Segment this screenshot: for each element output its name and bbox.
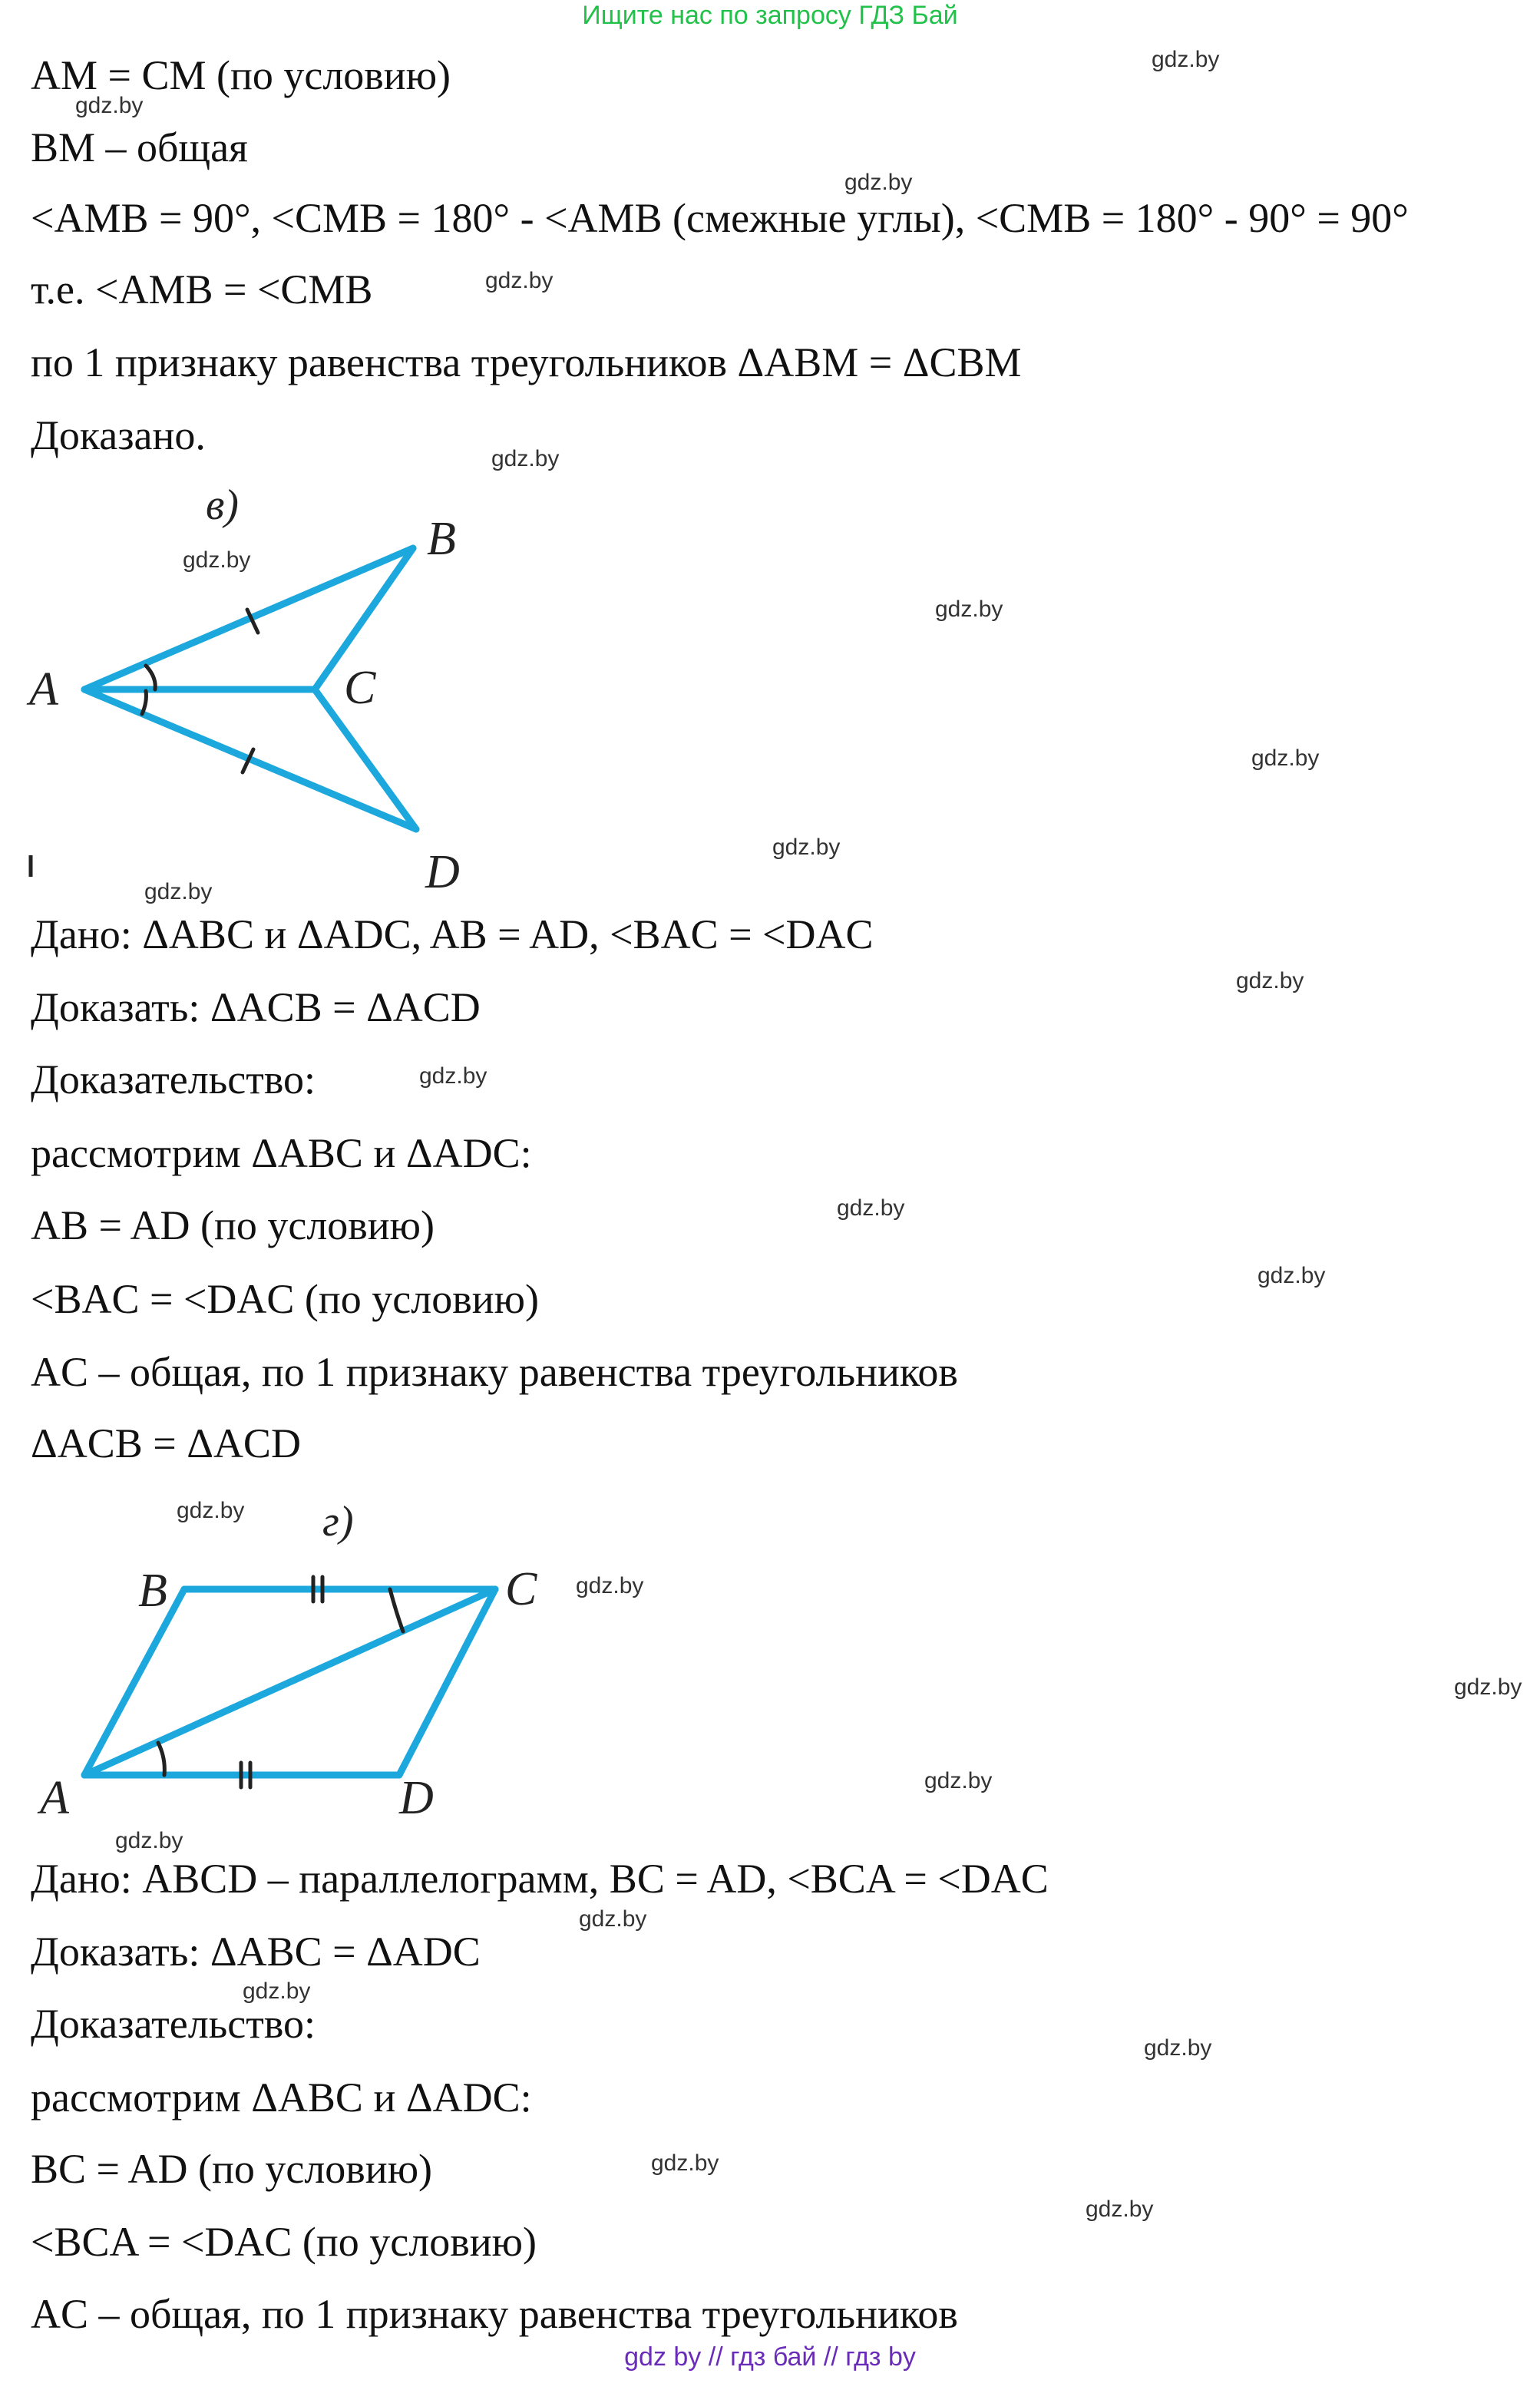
watermark-text: gdz.by xyxy=(1454,1674,1522,1700)
watermark-text: gdz.by xyxy=(579,1906,647,1932)
figure-g-segment-AB xyxy=(84,1589,184,1775)
proof-line: AB = AD (по условию) xyxy=(31,1202,435,1248)
watermark-text: gdz.by xyxy=(837,1195,905,1221)
figure-v-angle-arc-BAC xyxy=(146,666,155,689)
point-label-C: C xyxy=(344,662,376,714)
watermark-text: gdz.by xyxy=(844,170,913,195)
proof-line: рассмотрим ΔABC и ΔADC: xyxy=(31,2074,532,2121)
proof-line: Доказательство: xyxy=(31,2001,316,2047)
point-label-A: A xyxy=(40,1772,69,1820)
figure-g-diagram xyxy=(23,1489,576,1820)
point-label-B: B xyxy=(138,1565,167,1617)
proof-line: <AMB = 90°, <CMB = 180° - <AMB (смежные углы), <CMB = 180° - 90° = 90° xyxy=(31,195,1409,241)
proof-line: Доказать: ΔABC = ΔADC xyxy=(31,1929,481,1975)
proof-line: рассмотрим ΔABC и ΔADC: xyxy=(31,1130,532,1176)
figure-g-angle-arc-DAC xyxy=(158,1743,164,1775)
proof-line: Доказательство: xyxy=(31,1056,316,1102)
watermark-text: gdz.by xyxy=(651,2150,719,2176)
watermark-text: gdz.by xyxy=(576,1573,644,1598)
figure-g-segment-CD xyxy=(399,1589,495,1775)
figure-v-diagram xyxy=(23,476,530,906)
point-label-D: D xyxy=(425,846,460,898)
watermark-text: gdz.by xyxy=(491,446,560,471)
figure-v-label: в) xyxy=(206,481,239,529)
proof-line: BM – общая xyxy=(31,124,248,170)
watermark-text: gdz.by xyxy=(485,268,554,293)
figure-v-angle-arc-DAC xyxy=(142,691,146,714)
watermark-text: gdz.by xyxy=(144,879,213,904)
proof-line: т.е. <AMB = <CMB xyxy=(31,266,373,312)
proof-line: Дано: ABCD – параллелограмм, BC = AD, <BCA = <DAC xyxy=(31,1856,1049,1902)
point-label-B: B xyxy=(427,513,456,565)
proof-line: AC – общая, по 1 признаку равенства треугольников xyxy=(31,2291,958,2337)
point-label-C: C xyxy=(505,1563,537,1615)
watermark-text: gdz.by xyxy=(115,1828,183,1853)
watermark-text: gdz.by xyxy=(772,835,841,860)
proof-line: Доказано. xyxy=(31,412,206,458)
watermark-text: gdz.by xyxy=(1257,1263,1326,1288)
proof-line: <BCA = <DAC (по условию) xyxy=(31,2219,537,2265)
proof-line: ΔACB = ΔACD xyxy=(31,1420,301,1466)
watermark-text: gdz.by xyxy=(75,93,144,118)
point-label-A: A xyxy=(29,663,58,716)
watermark-text: gdz.by xyxy=(935,597,1003,622)
footer-links[interactable]: gdz by // гдз бай // гдз by xyxy=(624,2342,916,2372)
watermark-text: gdz.by xyxy=(1236,968,1304,993)
figure-g-segment-AC xyxy=(84,1589,495,1775)
watermark-text: gdz.by xyxy=(1086,2197,1154,2222)
proof-line: Доказать: ΔACB = ΔACD xyxy=(31,984,481,1030)
point-label-D: D xyxy=(399,1772,434,1820)
proof-line: AC – общая, по 1 признаку равенства треугольников xyxy=(31,1349,958,1395)
proof-line: Дано: ΔABC и ΔADC, AB = AD, <BAC = <DAC xyxy=(31,911,874,957)
watermark-text: gdz.by xyxy=(1144,2035,1212,2061)
figure-g-label: г) xyxy=(322,1498,354,1545)
proof-line: <BAC = <DAC (по условию) xyxy=(31,1276,539,1322)
figure-g-angle-arc-BCA xyxy=(390,1589,403,1631)
watermark-text: gdz.by xyxy=(1152,47,1220,72)
proof-line: по 1 признаку равенства треугольников ΔABM = ΔCBM xyxy=(31,339,1022,385)
watermark-text: gdz.by xyxy=(183,547,251,573)
watermark-text: gdz.by xyxy=(419,1063,487,1089)
proof-line: AM = CM (по условию) xyxy=(31,52,451,98)
watermark-text: gdz.by xyxy=(1251,745,1320,771)
proof-line: BC = AD (по условию) xyxy=(31,2146,433,2192)
search-banner[interactable]: Ищите нас по запросу ГДЗ Бай xyxy=(582,1,958,30)
watermark-text: gdz.by xyxy=(924,1768,993,1793)
watermark-text: gdz.by xyxy=(243,1978,311,2004)
watermark-text: gdz.by xyxy=(177,1498,245,1523)
